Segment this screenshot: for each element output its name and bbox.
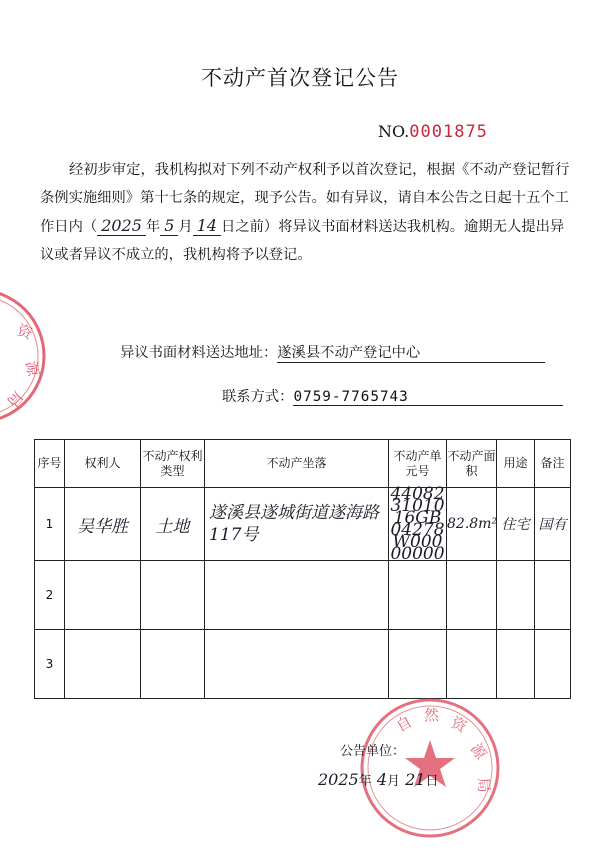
sig-day-char: 日 [425,774,439,789]
col-header-owner: 权利人 [65,440,141,488]
col-header-location: 不动产坐落 [205,440,389,488]
sig-year-char: 年 [358,774,372,789]
objection-address [120,342,545,363]
row-usage: 住宅 [497,488,535,561]
row-note [535,630,571,699]
sig-month-char: 月 [387,774,401,789]
row-location [205,561,389,630]
svg-text:资: 资 [14,320,35,343]
row-unit-no [389,630,447,699]
body-part-a: 经初步审定，我机构拟对下列不动产权利予以首次登记，根据《不动产登记暂行条例实施细则》第十七条的规定，现予公告。如有异议，请自本公告之日起十五个工作日内（ [40,162,570,235]
address-label: 异议书面材料送达地址： [120,345,278,361]
table-row [35,488,571,561]
row-note: 国有 [535,488,571,561]
row-note [535,561,571,630]
row-unit-no: 440823101016GB04278W00000000 [390,484,445,564]
table-header-row [35,440,571,488]
svg-text:源: 源 [466,739,491,763]
row-area: 82.8m² [447,488,497,561]
contact-info [222,386,563,406]
year-char: 年 [145,219,161,235]
row-right-type [141,561,205,630]
row-owner [65,561,141,630]
col-header-usage: 用途 [497,440,535,488]
row-no: 3 [35,630,65,699]
row-area [447,561,497,630]
sig-year: 2025 [318,770,359,789]
serial-prefix: NO. [378,122,410,141]
row-location: 遂溪县遂城街道遂海路117号 [205,488,389,561]
contact-value: 0759-7765743 [293,389,563,406]
notice-title: 不动产首次登记公告 [201,66,399,90]
objection-month: 5 [160,216,178,236]
svg-text:然: 然 [424,706,440,724]
col-header-right-type: 不动产权利类型 [141,440,205,488]
svg-text:局: 局 [474,776,494,794]
col-header-unit-no: 不动产单元号 [389,440,447,488]
body-part-b: 日之前）将异议书面材料送达我机构。逾期无人提出异议或者异议不成立的，我机构将予以登记。 [40,219,565,263]
row-owner: 吴华胜 [65,488,141,561]
sig-day: 21 [405,770,426,789]
table-row [35,561,571,630]
svg-text:自: 自 [393,712,416,736]
row-right-type: 土地 [141,488,205,561]
left-official-seal [0,282,60,432]
table-row [35,630,571,699]
row-area [447,630,497,699]
row-unit-no [389,561,447,630]
col-header-no: 序号 [35,440,65,488]
row-owner [65,630,141,699]
svg-text:源: 源 [22,359,43,378]
col-header-area: 不动产面 积 [447,440,497,488]
sig-month: 4 [376,770,388,789]
month-char: 月 [178,219,193,235]
announcer-label: 公告单位： [340,744,406,759]
row-no: 1 [35,488,65,561]
notice-body [40,156,572,269]
objection-day: 14 [193,216,221,236]
registration-table [34,439,571,699]
row-no: 2 [35,561,65,630]
svg-text:局: 局 [3,387,27,411]
row-location [205,630,389,699]
announcement-date [318,770,439,789]
col-header-note: 备注 [535,440,571,488]
objection-year: 2025 [97,216,146,236]
serial-digits: 0001875 [409,122,488,142]
serial-number [378,122,488,142]
svg-text:资: 资 [448,713,470,736]
right-official-seal [356,694,504,842]
contact-label: 联系方式： [222,389,294,405]
row-usage [497,630,535,699]
row-right-type [141,630,205,699]
address-value: 遂溪县不动产登记中心 [277,342,545,363]
row-usage [497,561,535,630]
